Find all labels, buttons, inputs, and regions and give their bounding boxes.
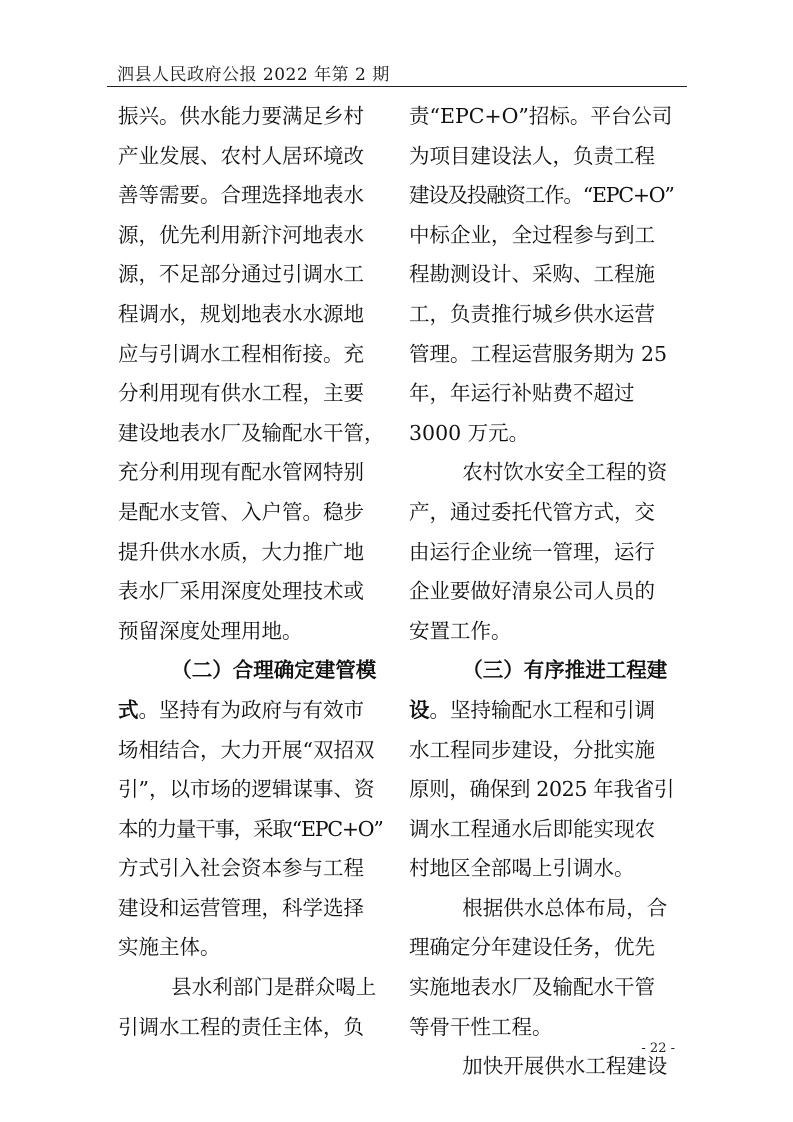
text-line: 是配水支管、入户管。稳步 [118, 499, 364, 524]
text-line: 建设及投融资工作。“EPC+O” [409, 183, 674, 208]
text-line: 引”，以市场的逻辑谋事、资 [118, 777, 375, 802]
page-number: - 22 - [641, 1041, 675, 1056]
text-line: 充分利用现有配水管网特别 [118, 460, 364, 485]
text-line: 表水厂采用深度处理技术或 [118, 579, 364, 604]
text-line: 县水利部门是群众喝上 [171, 975, 377, 1000]
text-line: 建设地表水厂及输配水干管， [118, 420, 385, 445]
text-line: 场相结合，大力开展“双招双 [118, 737, 375, 762]
text-line: 农村饮水安全工程的资 [462, 460, 668, 485]
text-line: 为项目建设法人，负责工程 [409, 143, 655, 168]
text-line: 产，通过委托代管方式，交 [409, 499, 655, 524]
text-line: 安置工作。 [409, 618, 512, 643]
text-line: 建设和运营管理，科学选择 [118, 895, 364, 920]
text-line: 原则，确保到 2025 年我省引 [409, 777, 675, 802]
text-line: 引调水工程的责任主体，负 [118, 1014, 364, 1039]
section-heading-line: （二）合理确定建管模 [171, 658, 377, 683]
text-line: 式。坚持有为政府与有效市 [118, 697, 364, 722]
text-line: 提升供水水质，大力推广地 [118, 539, 364, 564]
text-line: 程勘测设计、采购、工程施 [409, 262, 655, 287]
text-line: 预留深度处理用地。 [118, 618, 303, 643]
text-line: 年，年运行补贴费不超过 [409, 381, 635, 406]
text-line: 等骨干性工程。 [409, 1014, 553, 1039]
text-line: 产业发展、农村人居环境改 [118, 143, 364, 168]
text-line: 中标企业，全过程参与到工 [409, 222, 655, 247]
text-line: 3000 万元。 [409, 420, 530, 445]
text-line: 根据供水总体布局，合 [462, 895, 668, 920]
text-line: 加快开展供水工程建设 [462, 1054, 668, 1079]
text-line: 设。坚持输配水工程和引调 [409, 697, 655, 722]
text-line: 水工程同步建设，分批实施 [409, 737, 655, 762]
text-line: 村地区全部喝上引调水。 [409, 856, 635, 881]
text-line: 善等需要。合理选择地表水 [118, 183, 364, 208]
text-line: 实施主体。 [118, 935, 221, 960]
text-line: 振兴。供水能力要满足乡村 [118, 104, 364, 128]
text-line: 企业要做好清泉公司人员的 [409, 579, 655, 604]
text-line: 实施地表水厂及输配水干管 [409, 975, 655, 1000]
text-line: 方式引入社会资本参与工程 [118, 856, 364, 881]
text-line: 调水工程通水后即能实现农 [409, 816, 655, 841]
right-text-column [409, 97, 677, 1087]
text-line: 源，优先利用新汴河地表水 [118, 222, 364, 247]
text-line: 分利用现有供水工程，主要 [118, 381, 364, 406]
publication-header: 泗县人民政府公报 2022 年第 2 期 [117, 65, 390, 85]
text-line: 由运行企业统一管理，运行 [409, 539, 655, 564]
text-line: 程调水，规划地表水水源地 [118, 301, 364, 326]
header-divider [107, 86, 687, 87]
text-line: 应与引调水工程相衔接。充 [118, 341, 364, 366]
heading-tail: 设 [409, 697, 430, 722]
section-heading-line: （三）有序推进工程建 [462, 658, 668, 683]
text-line: 理确定分年建设任务，优先 [409, 935, 655, 960]
left-text-column [118, 97, 386, 1047]
text-line: 源，不足部分通过引调水工 [118, 262, 364, 287]
text-line: 管理。工程运营服务期为 25 [409, 341, 668, 366]
text-line: 工，负责推行城乡供水运营 [409, 301, 655, 326]
heading-tail: 式 [118, 697, 139, 722]
text-line: 责“EPC+O”招标。平台公司 [409, 104, 673, 128]
text-line: 本的力量干事，采取“EPC+O” [118, 816, 383, 841]
